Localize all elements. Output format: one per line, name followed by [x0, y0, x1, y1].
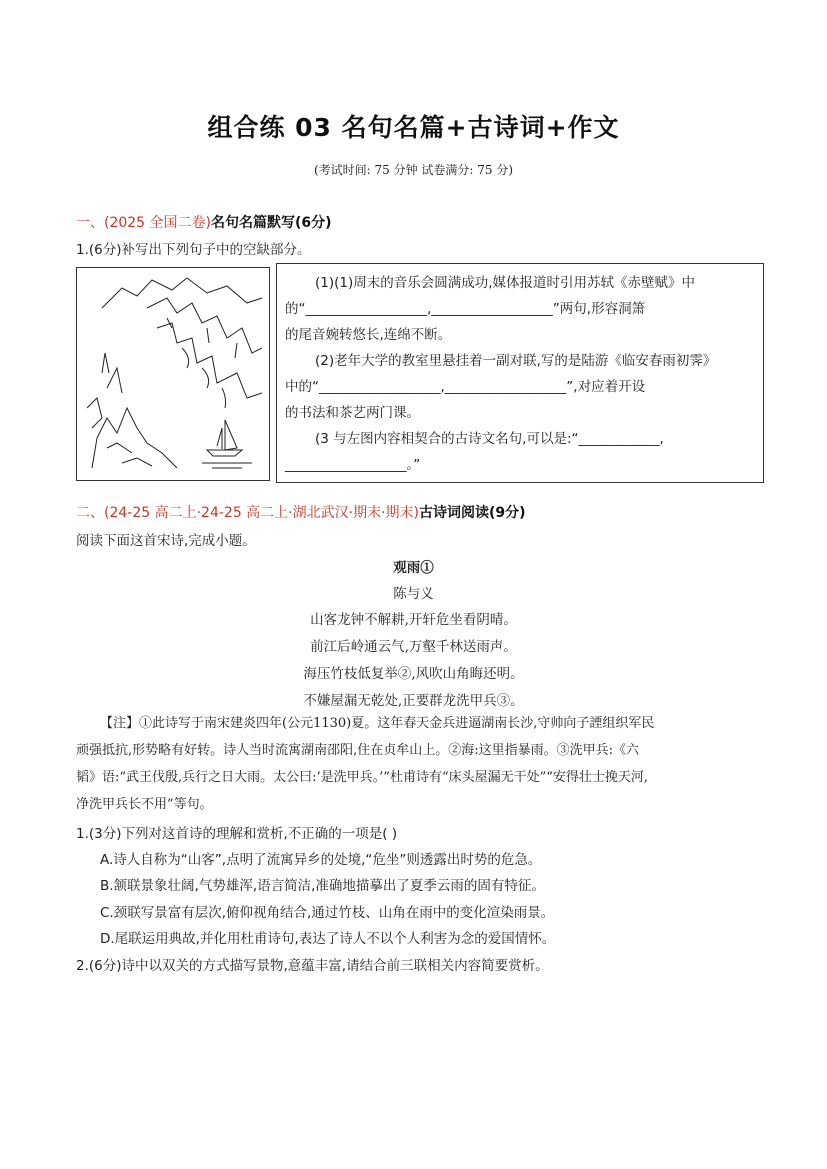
landscape-icon [77, 268, 268, 479]
option-d: D.尾联运用典故,并化用杜甫诗句,表达了诗人不以个人利害为念的爱国情怀。 [100, 931, 556, 947]
section1-heading [76, 212, 332, 232]
landscape-illustration [76, 267, 270, 481]
poem-line: 山客龙钟不解耕,开轩危坐看阴晴。 [310, 612, 517, 628]
question-1-stem: 1.(3分)下列对这首诗的理解和赏析,不正确的一项是( ) [76, 826, 398, 842]
poem-author: 陈与义 [393, 586, 434, 602]
poem-line: 前江后岭通云气,万壑千林送雨声。 [310, 639, 517, 655]
section2-heading [76, 502, 526, 522]
q1-line: __________________。” [285, 457, 421, 473]
option-a: A.诗人自称为“山客”,点明了流寓异乡的处境,“危坐”则透露出时势的危急。 [100, 852, 542, 868]
section1-title: 名句名篇默写(6分) [211, 215, 332, 231]
q1-line: (2)老年大学的教室里悬挂着一副对联,写的是陆游《临安春雨初霁》 [315, 353, 717, 369]
question-2-stem: 2.(6分)诗中以双关的方式描写景物,意蕴丰富,请结合前三联相关内容简要赏析。 [76, 958, 549, 974]
page-title: 组合练 03 名句名篇+古诗词+作文 [207, 113, 620, 142]
q1-line: 的尾音婉转悠长,连绵不断。 [285, 327, 452, 343]
q1-line: 的书法和茶艺两门课。 [285, 405, 420, 421]
poem-line: 海压竹枝低复举②,风吹山角晦还明。 [303, 666, 524, 682]
option-b: B.颔联景象壮阔,气势雄浑,语言简洁,准确地描摹出了夏季云雨的固有特征。 [100, 878, 545, 894]
option-c: C.颈联写景富有层次,俯仰视角结合,通过竹枝、山角在雨中的变化渲染雨景。 [100, 905, 555, 921]
reading-intro: 阅读下面这首宋诗,完成小题。 [76, 533, 256, 549]
q1-line: (1)(1)周末的音乐会圆满成功,媒体报道时引用苏轼《赤壁赋》中 [315, 275, 696, 291]
poem-line: 不嫌屋漏无乾处,正要群龙洗甲兵③。 [303, 693, 524, 709]
note-line: 顽强抵抗,形势略有好转。诗人当时流寓湖南邵阳,住在贞牟山上。②海:这里指暴雨。③洗甲兵:《六 [76, 743, 640, 758]
question-1-stem: 1.(6分)补写出下列句子中的空缺部分。 [76, 242, 311, 258]
poem-title: 观雨① [393, 560, 434, 576]
note-line: 韬》语:“武王伐殷,兵行之日大雨。太公曰:‘是洗甲兵。’”杜甫诗有“床头屋漏无干处”“安得壮士挽天河, [76, 770, 649, 785]
section1-prefix: 一、(2025 全国二卷) [76, 215, 212, 231]
note-line: 【注】①此诗写于南宋建炎四年(公元1130)夏。这年春天金兵进逼湖南长沙,守帅向子諲组织军民 [100, 716, 655, 731]
q1-line: 中的“__________________,__________________”,对应着开设 [285, 379, 646, 395]
question-1-box [276, 263, 764, 483]
note-line: 净洗甲兵长不用”等句。 [76, 797, 213, 812]
section2-prefix: 二、(24-25 高二上·24-25 高二上·湖北武汉·期末·期末) [76, 505, 419, 521]
exam-info: (考试时间: 75 分钟 试卷满分: 75 分) [313, 163, 514, 177]
q1-line: 的“__________________,__________________”两句,形容洞箫 [285, 301, 646, 317]
q1-line: (3 与左图内容相契合的古诗文名句,可以是:“____________, [315, 431, 664, 447]
section2-title: 古诗词阅读(9分) [419, 505, 526, 521]
